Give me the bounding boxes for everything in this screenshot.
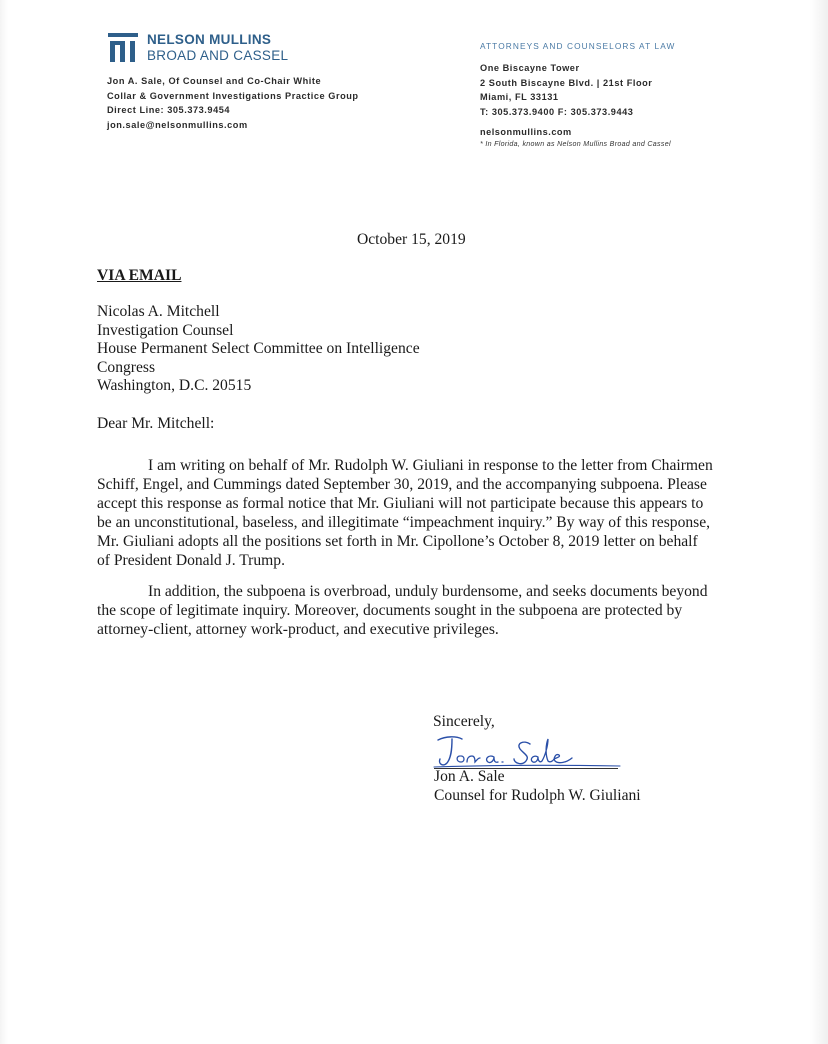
office-line: One Biscayne Tower — [480, 63, 580, 73]
attorney-contact-block — [107, 74, 359, 132]
closing: Sincerely, — [433, 713, 495, 730]
signer-title: Counsel for Rudolph W. Giuliani — [434, 787, 641, 804]
office-address-block — [480, 61, 652, 119]
office-line: 2 South Biscayne Blvd. | 21st Floor — [480, 77, 653, 88]
delivery-method: VIA EMAIL — [97, 267, 182, 284]
attorney-direct-line: Direct Line: 305.373.9454 — [107, 105, 231, 115]
office-phone-line: T: 305.373.9400 F: 305.373.9443 — [480, 106, 634, 117]
recipient-org: Congress — [97, 358, 156, 376]
paragraph-line: be an unconstitutional, baseless, and illegitimate “impeachment inquiry.” By way of this response, — [97, 513, 711, 531]
firm-name-line2: BROAD AND CASSEL — [147, 48, 289, 63]
firm-logo — [108, 32, 308, 66]
body-paragraph-1 — [97, 457, 713, 570]
nelson-mullins-logo-icon — [108, 33, 138, 63]
paragraph-line: attorney-client, attorney work-product, and executive privileges. — [97, 620, 499, 638]
handwritten-signature — [432, 730, 622, 770]
letter-date: October 15, 2019 — [357, 231, 466, 248]
page-edge-shadow-left — [0, 0, 8, 1044]
attorney-email: jon.sale@nelsonmullins.com — [107, 119, 248, 130]
paragraph-line: Mr. Giuliani adopts all the positions set forth in Mr. Cipollone’s October 8, 2019 letter on behalf — [97, 532, 698, 550]
recipient-city: Washington, D.C. 20515 — [97, 377, 252, 395]
office-line: Miami, FL 33131 — [480, 92, 559, 102]
attorney-line: Jon A. Sale, Of Counsel and Co-Chair White — [107, 76, 322, 86]
paragraph-line: accept this response as formal notice that Mr. Giuliani will not participate because this appears to — [97, 494, 704, 512]
florida-note: * In Florida, known as Nelson Mullins Broad and Cassel — [480, 140, 671, 148]
firm-name-line1: NELSON MULLINS — [147, 32, 272, 47]
recipient-name: Nicolas A. Mitchell — [97, 303, 220, 320]
paragraph-line: In addition, the subpoena is overbroad, unduly burdensome, and seeks documents beyond — [148, 583, 708, 600]
firm-tagline: ATTORNEYS AND COUNSELORS AT LAW — [480, 41, 676, 51]
recipient-address — [97, 303, 420, 396]
paragraph-line: of President Donald J. Trump. — [97, 551, 286, 569]
signer-name: Jon A. Sale — [434, 768, 505, 785]
body-paragraph-2 — [97, 583, 708, 640]
paragraph-line: I am writing on behalf of Mr. Rudolph W. Giuliani in response to the letter from Chairmen — [148, 457, 713, 474]
firm-website: nelsonmullins.com — [480, 127, 572, 137]
recipient-committee: House Permanent Select Committee on Intelligence — [97, 340, 420, 358]
salutation: Dear Mr. Mitchell: — [97, 415, 215, 432]
recipient-title: Investigation Counsel — [97, 321, 234, 339]
paragraph-line: the scope of legitimate inquiry. Moreover, documents sought in the subpoena are protected by — [97, 601, 683, 619]
paragraph-line: Schiff, Engel, and Cummings dated September 30, 2019, and the accompanying subpoena. Please — [97, 475, 707, 493]
page-edge-shadow-right — [810, 0, 828, 1044]
attorney-line: Collar & Government Investigations Practice Group — [107, 90, 359, 101]
